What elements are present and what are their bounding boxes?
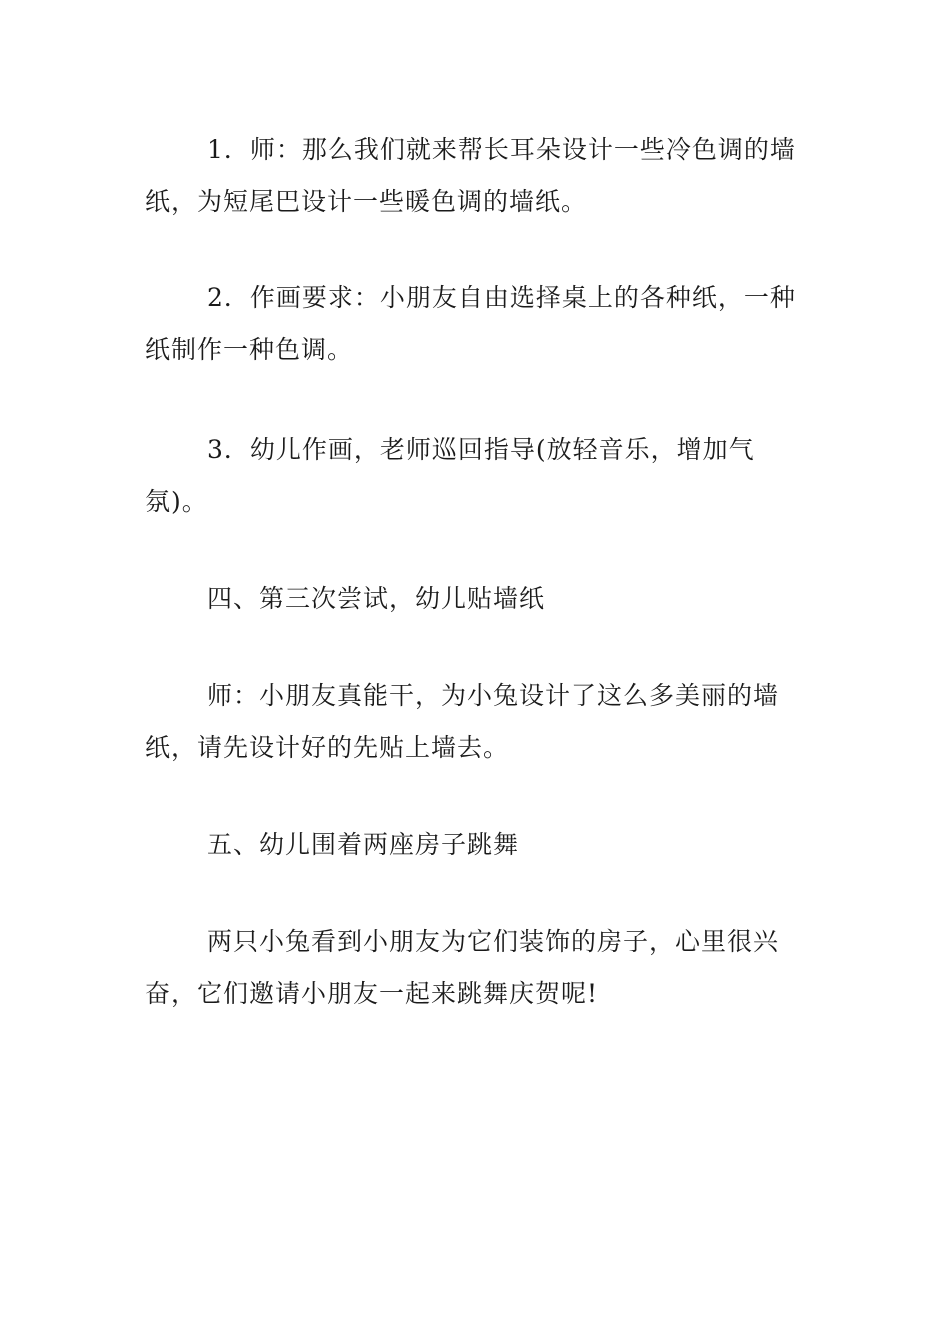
section-heading-4: 四、第三次尝试，幼儿贴墙纸 — [207, 584, 546, 613]
paragraph-step-1: 1．师：那么我们就来帮长耳朵设计一些冷色调的墙纸，为短尾巴设计一些暖色调的墙纸。 — [145, 135, 796, 216]
paragraph-closing: 两只小兔看到小朋友为它们装饰的房子，心里很兴奋，它们邀请小朋友一起来跳舞庆贺呢! — [145, 927, 780, 1008]
paragraph-step-3: 3．幼儿作画，老师巡回指导(放轻音乐，增加气氛)。 — [145, 435, 755, 516]
section-heading-5: 五、幼儿围着两座房子跳舞 — [207, 830, 520, 859]
paragraph-teacher-speech: 师：小朋友真能干，为小兔设计了这么多美丽的墙纸，请先设计好的先贴上墙去。 — [145, 681, 780, 762]
paragraph-step-2: 2．作画要求：小朋友自由选择桌上的各种纸，一种纸制作一种色调。 — [145, 283, 796, 364]
